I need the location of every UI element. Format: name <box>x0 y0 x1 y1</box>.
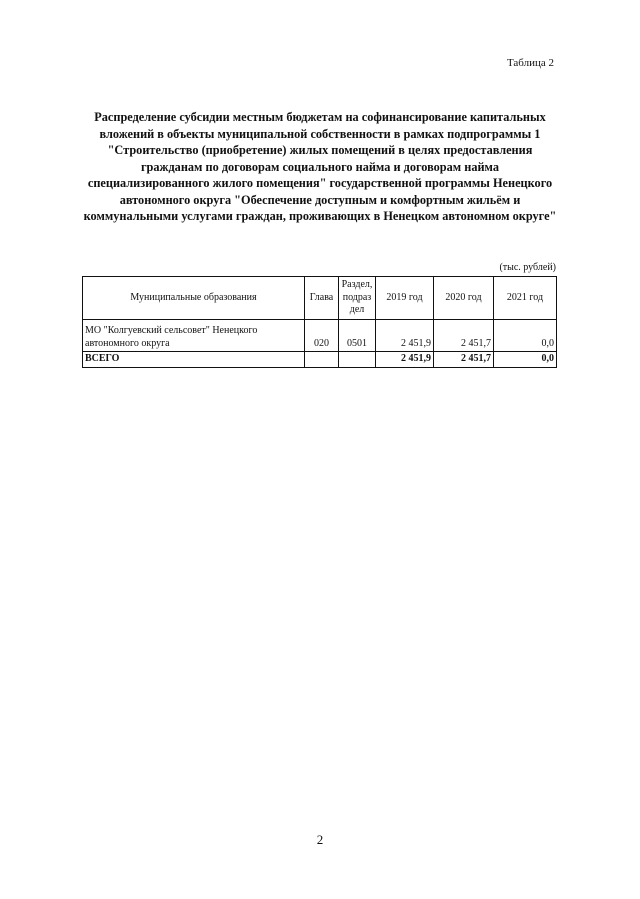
title-line: "Строительство (приобретение) жилых помещений в целях предоставления <box>107 143 533 157</box>
table-row <box>83 320 557 352</box>
total-label: ВСЕГО <box>83 352 305 368</box>
header-2021: 2021 год <box>494 277 557 320</box>
header-2019: 2019 год <box>376 277 434 320</box>
title-line: вложений в объекты муниципальной собственности в рамках подпрограммы 1 <box>99 126 541 141</box>
page-number: 2 <box>316 832 324 847</box>
total-section <box>339 352 376 368</box>
title-line: коммунальными услугами граждан, проживающих в Ненецком автономном округе" <box>83 209 557 223</box>
total-2021: 0,0 <box>494 352 557 368</box>
cell-section: 0501 <box>339 320 376 352</box>
header-2020: 2020 год <box>434 277 494 320</box>
title-line: автономного округа "Обеспечение доступным и комфортным жильём и <box>119 192 521 207</box>
cell-municipality: МО "Колгуевский сельсовет" Ненецкого автономного округа <box>83 320 305 352</box>
title-line: Распределение субсидии местным бюджетам на софинансирование капитальных <box>94 110 546 124</box>
header-section: Раздел, подраз дел <box>339 277 376 320</box>
table-label: Таблица 2 <box>506 57 554 69</box>
total-2019: 2 451,9 <box>376 352 434 368</box>
cell-2019: 2 451,9 <box>376 320 434 352</box>
subsidy-table <box>82 276 557 368</box>
table-header-row <box>83 277 557 320</box>
header-chapter: Глава <box>305 277 339 320</box>
cell-2020: 2 451,7 <box>434 320 494 352</box>
title-line: гражданам по договорам социального найма и договорам найма <box>140 159 500 174</box>
cell-chapter: 020 <box>305 320 339 352</box>
cell-2021: 0,0 <box>494 320 557 352</box>
total-2020: 2 451,7 <box>434 352 494 368</box>
title-line: специализированного жилого помещения" государственной программы Ненецкого <box>87 176 553 190</box>
total-row <box>83 352 557 368</box>
units-label: (тыс. рублей) <box>499 262 556 273</box>
header-municipality: Муниципальные образования <box>83 277 305 320</box>
total-chapter <box>305 352 339 368</box>
document-title <box>70 109 570 225</box>
